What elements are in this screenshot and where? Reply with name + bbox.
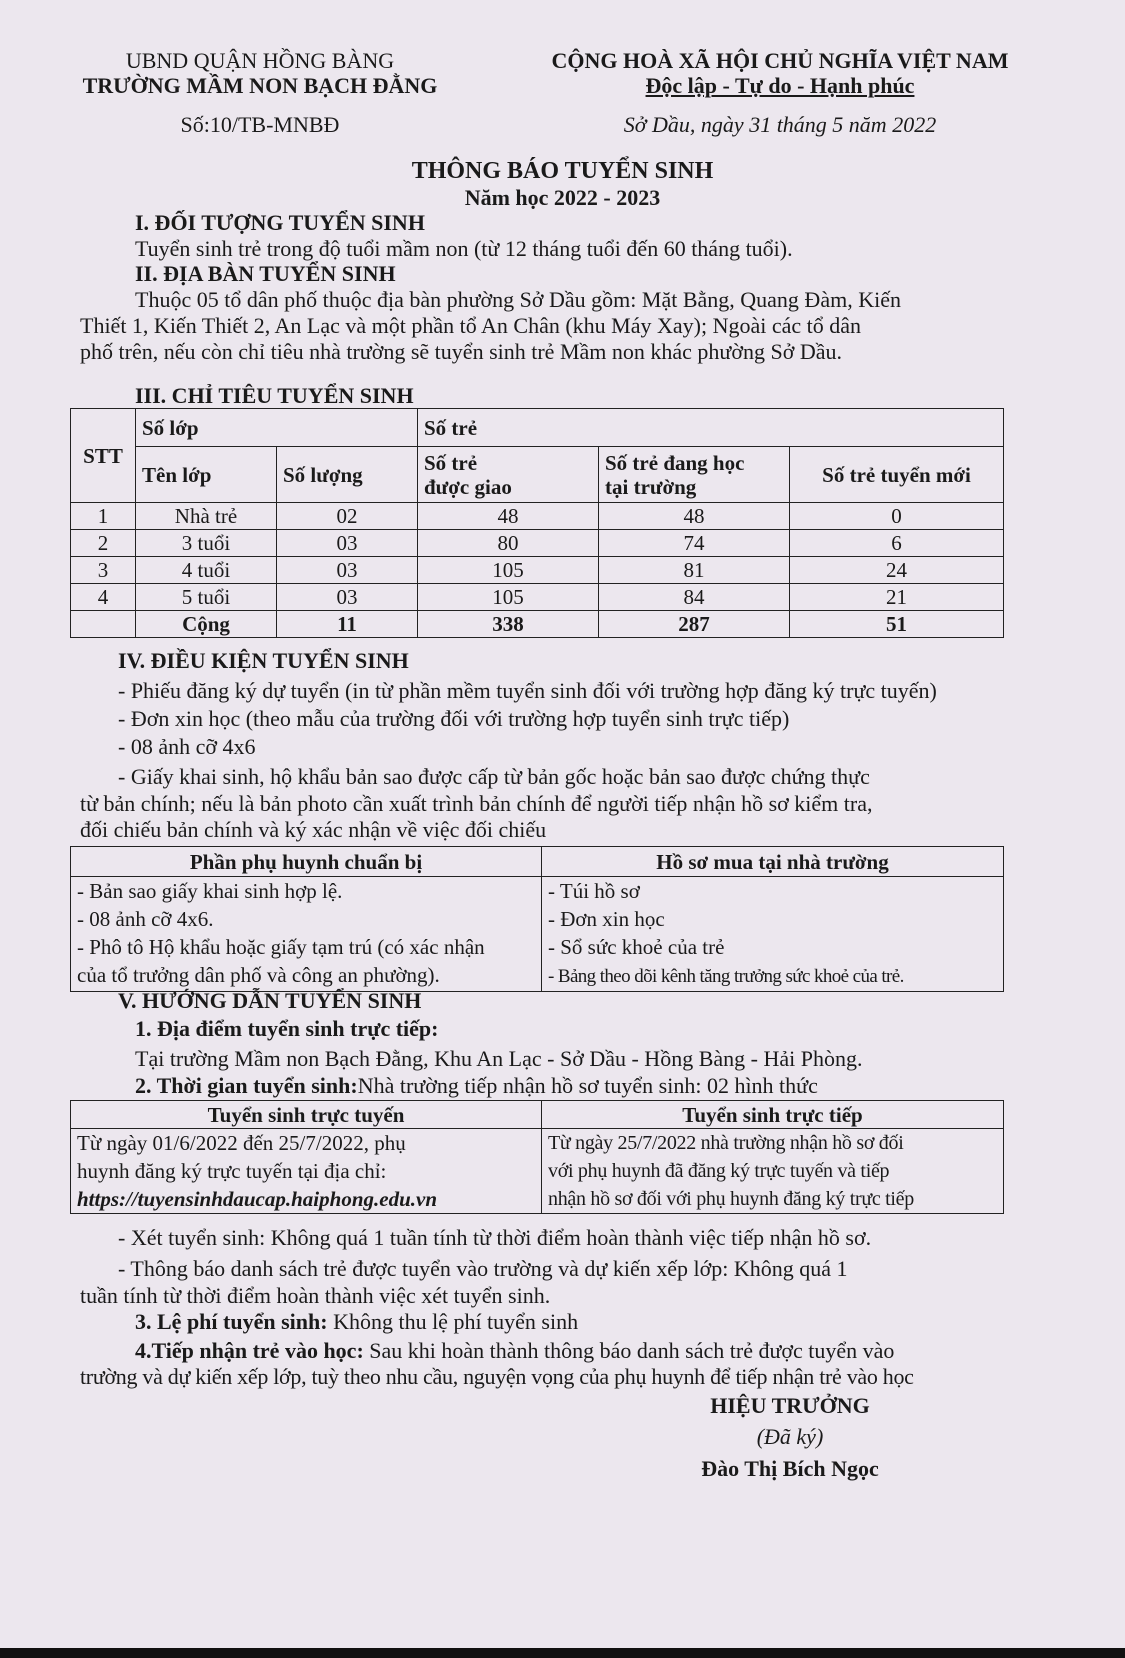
condition-item: - Giấy khai sinh, hộ khẩu bản sao được cấp từ bản gốc hoặc bản sao được chứng thực [118, 764, 870, 789]
table-cell: 48 [599, 503, 790, 530]
table-cell: 5 tuổi [136, 584, 277, 611]
table-cell: 3 [71, 557, 136, 584]
country-name: CỘNG HOÀ XÃ HỘI CHỦ NGHĨA VIỆT NAM [551, 48, 1009, 73]
col-dang-hoc-l1: Số trẻ đang học [605, 450, 745, 475]
col-so-tre: Số trẻ [418, 409, 1004, 447]
col-direct: Tuyển sinh trực tiếp [542, 1101, 1004, 1129]
section-2-line: phố trên, nếu còn chỉ tiêu nhà trường sẽ tuyển sinh trẻ Mầm non khác phường Sở Dầu. [80, 339, 842, 364]
total-cell: 51 [790, 611, 1004, 638]
direct-info [542, 1129, 1004, 1214]
table-cell: 105 [418, 557, 599, 584]
col-ten-lop: Tên lớp [136, 447, 277, 503]
section-2-line: Thuộc 05 tổ dân phố thuộc địa bàn phường Sở Dầu gồm: Mặt Bằng, Quang Đàm, Kiến [135, 287, 901, 312]
photo-edge [0, 1648, 1125, 1658]
signature-role: HIỆU TRƯỞNG [710, 1393, 870, 1418]
col-duoc-giao-l2: được giao [424, 474, 512, 499]
direct-line: Từ ngày 25/7/2022 nhà trường nhận hồ sơ đối [548, 1132, 904, 1154]
col-tuyen-moi: Số trẻ tuyển mới [790, 447, 1004, 503]
registration-link[interactable]: https://tuyensinhdaucap.haiphong.edu.vn [77, 1187, 438, 1211]
table-cell: 03 [277, 530, 418, 557]
table-cell: 80 [418, 530, 599, 557]
col-so-luong: Số lượng [277, 447, 418, 503]
total-row [71, 611, 1004, 638]
list-item: - Túi hồ sơ [548, 879, 640, 903]
table-row [71, 530, 1004, 557]
table-cell: 4 [71, 584, 136, 611]
documents-table [70, 846, 1004, 992]
table-cell: 21 [790, 584, 1004, 611]
after-line: - Thông báo danh sách trẻ được tuyển vào trường và dự kiến xếp lớp: Không quá 1 [118, 1256, 848, 1281]
admission-paragraph [135, 1338, 894, 1364]
section-1-text: Tuyển sinh trẻ trong độ tuổi mầm non (từ 12 tháng tuổi đến 60 tháng tuổi). [135, 236, 793, 261]
signature-name: Đào Thị Bích Ngọc [701, 1456, 879, 1481]
table-cell: 24 [790, 557, 1004, 584]
motto: Độc lập - Tự do - Hạnh phúc [645, 73, 915, 98]
table-row [71, 584, 1004, 611]
table-cell: 03 [277, 584, 418, 611]
col-online: Tuyển sinh trực tuyến [71, 1101, 542, 1129]
table-cell: 81 [599, 557, 790, 584]
doc-title: THÔNG BÁO TUYỂN SINH [411, 158, 714, 184]
table-row [71, 557, 1004, 584]
school-year: Năm học 2022 - 2023 [464, 185, 661, 210]
fee-paragraph [135, 1309, 578, 1335]
condition-item: - 08 ảnh cỡ 4x6 [118, 734, 256, 759]
col-duoc-giao [418, 447, 599, 503]
table-cell: 105 [418, 584, 599, 611]
list-item: - Bảng theo dõi kênh tăng trưởng sức khoẻ của trẻ. [548, 966, 904, 987]
condition-item: từ bản chính; nếu là bản photo cần xuất trình bản chính để người tiếp nhận hồ sơ kiểm tra, [80, 791, 873, 816]
fee-label: 3. Lệ phí tuyển sinh: [135, 1309, 328, 1334]
time-text: Nhà trường tiếp nhận hồ sơ tuyển sinh: 02 hình thức [357, 1073, 818, 1098]
table-cell: 74 [599, 530, 790, 557]
online-line: Từ ngày 01/6/2022 đến 25/7/2022, phụ [77, 1131, 406, 1155]
admission-text: Sau khi hoàn thành thông báo danh sách trẻ được tuyển vào [363, 1338, 895, 1363]
admission-label: 4.Tiếp nhận trẻ vào học: [135, 1338, 364, 1363]
table-cell: 48 [418, 503, 599, 530]
col-so-lop: Số lớp [136, 409, 418, 447]
table-cell: 84 [599, 584, 790, 611]
col-stt: STT [71, 409, 136, 503]
list-item: - 08 ảnh cỡ 4x6. [77, 907, 214, 931]
total-cell: Cộng [136, 611, 277, 638]
section-1-heading: I. ĐỐI TƯỢNG TUYỂN SINH [135, 210, 425, 235]
table-cell: 1 [71, 503, 136, 530]
after-line: tuần tính từ thời điểm hoàn thành việc xét tuyển sinh. [80, 1283, 551, 1308]
col-dang-hoc-l2: tại trường [605, 474, 697, 499]
admission-line-2: trường và dự kiến xếp lớp, tuỳ theo nhu cầu, nguyện vọng của phụ huynh để tiếp nhận trẻ vào học [80, 1364, 914, 1389]
direct-line: nhận hồ sơ đối với phụ huynh đăng ký trực tiếp [548, 1188, 914, 1210]
doc-number: Số:10/TB-MNBĐ [180, 112, 340, 137]
condition-item: - Phiếu đăng ký dự tuyển (in từ phần mềm tuyển sinh đối với trường hợp đăng ký trực tuyến) [118, 678, 937, 703]
col-duoc-giao-l1: Số trẻ [424, 450, 478, 475]
list-item: - Bản sao giấy khai sinh hợp lệ. [77, 879, 343, 903]
list-item: - Đơn xin học [548, 907, 665, 931]
table-cell: Nhà trẻ [136, 503, 277, 530]
agency: UBND QUẬN HỒNG BÀNG [125, 48, 395, 73]
school-name: TRƯỜNG MẦM NON BẠCH ĐẰNG [82, 73, 438, 98]
direct-line: với phụ huynh đã đăng ký trực tuyến và tiếp [548, 1160, 890, 1182]
col-dang-hoc [599, 447, 790, 503]
table-cell: 03 [277, 557, 418, 584]
quota-table [70, 408, 1004, 638]
list-item: - Sổ sức khoẻ của trẻ [548, 935, 725, 959]
signature-status: (Đã ký) [756, 1424, 824, 1449]
after-line: - Xét tuyển sinh: Không quá 1 tuần tính từ thời điểm hoàn thành việc tiếp nhận hồ sơ. [118, 1225, 872, 1250]
list-item: - Phô tô Hộ khẩu hoặc giấy tạm trú (có xác nhận [77, 935, 485, 959]
table-cell: 2 [71, 530, 136, 557]
table-row [71, 503, 1004, 530]
location-label: 1. Địa điểm tuyển sinh trực tiếp: [135, 1016, 439, 1041]
col-parent-prepare: Phần phụ huynh chuẩn bị [71, 847, 542, 877]
section-4-heading: IV. ĐIỀU KIỆN TUYỂN SINH [118, 648, 409, 673]
table-cell: 6 [790, 530, 1004, 557]
table-cell: 4 tuổi [136, 557, 277, 584]
condition-item: - Đơn xin học (theo mẫu của trường đối với trường hợp tuyển sinh trực tiếp) [118, 706, 790, 731]
condition-item: đối chiếu bản chính và ký xác nhận về việc đối chiếu [80, 817, 547, 842]
table-cell: 3 tuổi [136, 530, 277, 557]
online-line: huynh đăng ký trực tuyến tại địa chỉ: [77, 1159, 387, 1183]
section-2-heading: II. ĐỊA BÀN TUYỂN SINH [135, 261, 396, 286]
school-provides-list [542, 877, 1004, 992]
total-cell: 287 [599, 611, 790, 638]
online-info [71, 1129, 542, 1214]
table-cell: 0 [790, 503, 1004, 530]
section-5-heading: V. HƯỚNG DẪN TUYỂN SINH [118, 988, 422, 1013]
fee-text: Không thu lệ phí tuyển sinh [327, 1309, 579, 1334]
table-cell: 02 [277, 503, 418, 530]
section-2-line: Thiết 1, Kiến Thiết 2, An Lạc và một phần tổ An Chân (khu Máy Xay); Ngoài các tổ dân [80, 313, 862, 338]
location-text: Tại trường Mầm non Bạch Đằng, Khu An Lạc - Sở Dầu - Hồng Bàng - Hải Phòng. [135, 1046, 863, 1071]
registration-table [70, 1100, 1004, 1214]
total-cell: 338 [418, 611, 599, 638]
section-3-heading: III. CHỈ TIÊU TUYỂN SINH [135, 383, 414, 408]
time-label: 2. Thời gian tuyển sinh: [135, 1073, 358, 1098]
doc-date: Sở Dầu, ngày 31 tháng 5 năm 2022 [623, 112, 937, 137]
col-school-provides: Hồ sơ mua tại nhà trường [542, 847, 1004, 877]
time-paragraph [135, 1073, 818, 1099]
total-cell: 11 [277, 611, 418, 638]
parent-prepare-list [71, 877, 542, 992]
list-item: của tổ trưởng dân phố và công an phường). [77, 963, 440, 987]
